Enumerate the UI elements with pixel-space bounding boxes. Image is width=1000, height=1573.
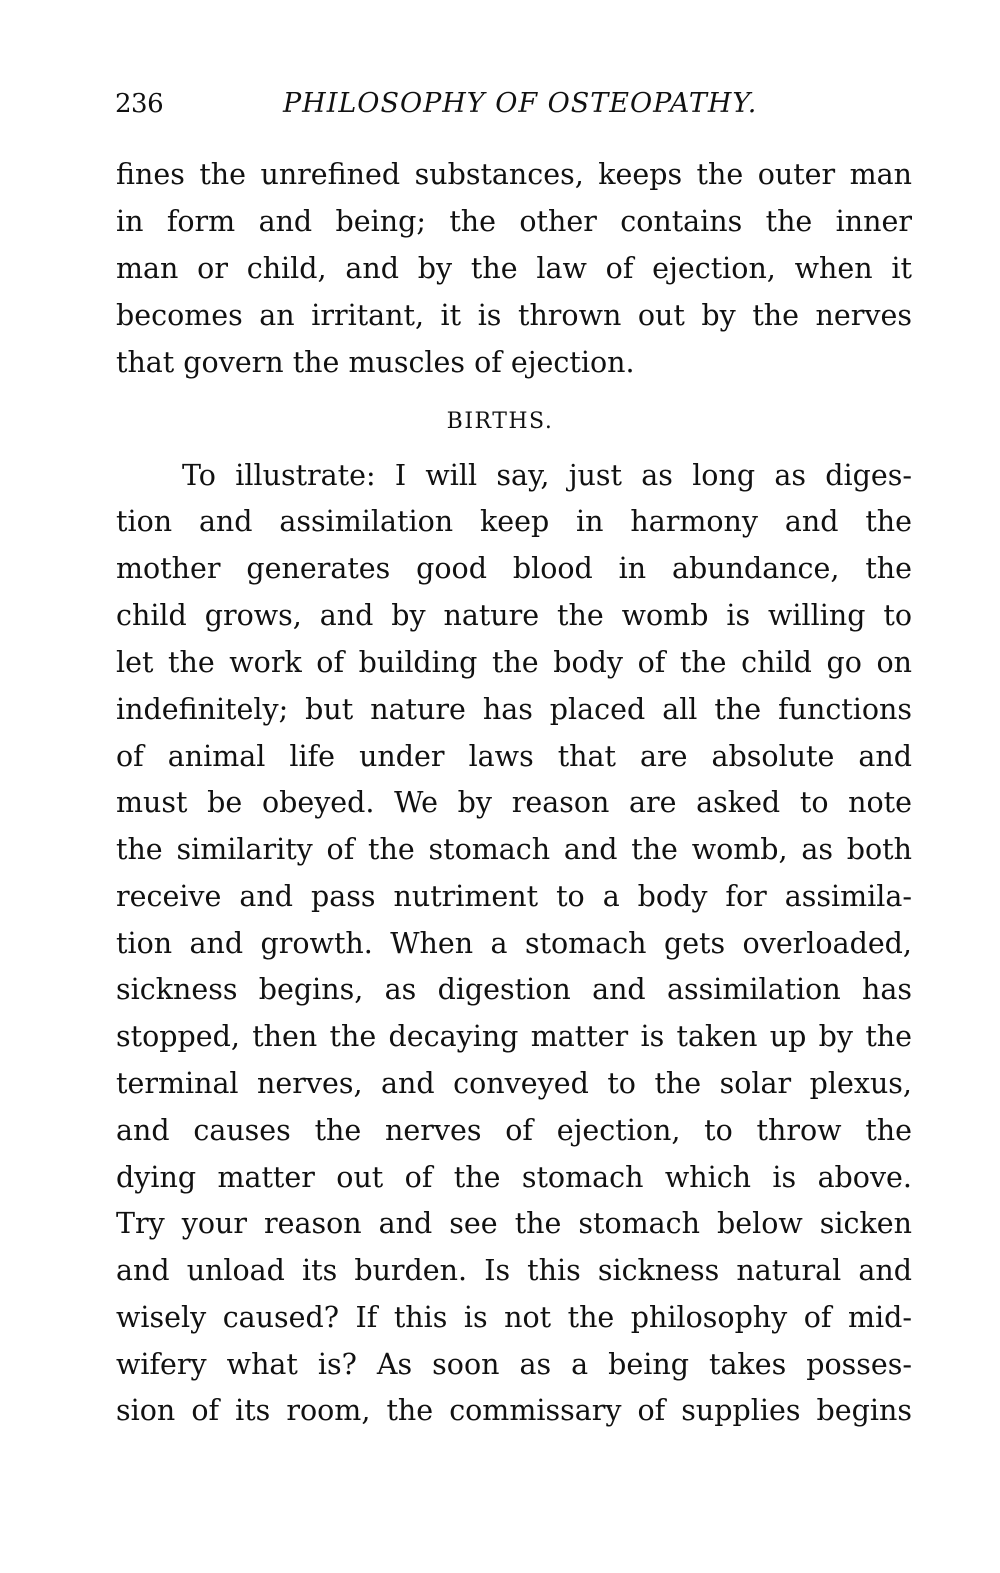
text-line: sickness begins, as digestion and assimilation has [116, 973, 912, 1006]
text-line: Try your reason and see the stomach below sicken [116, 1207, 912, 1240]
page-header [115, 84, 915, 124]
text-line: mother generates good blood in abundance, the [116, 552, 912, 585]
text-line: let the work of building the body of the child go on [116, 646, 912, 679]
text-line: wifery what is? As soon as a being takes posses- [116, 1348, 912, 1381]
text-line: of animal life under laws that are absolute and [116, 740, 912, 773]
text-line: fines the unrefined substances, keeps the outer man [116, 158, 912, 191]
text-line: and causes the nerves of ejection, to throw the [116, 1114, 912, 1147]
text-line: stopped, then the decaying matter is taken up by the [116, 1020, 912, 1053]
text-line: must be obeyed. We by reason are asked to note [116, 786, 912, 819]
running-title: PHILOSOPHY OF OSTEOPATHY. [283, 88, 758, 119]
text-line: receive and pass nutriment to a body for assimila- [116, 880, 912, 913]
text-line: man or child, and by the law of ejection, when it [116, 252, 912, 285]
text-line: wisely caused? If this is not the philosophy of mid- [116, 1301, 912, 1334]
text-line: that govern the muscles of ejection. [116, 346, 635, 379]
text-line: the similarity of the stomach and the womb, as both [116, 833, 912, 866]
text-line: tion and assimilation keep in harmony and the [116, 505, 912, 538]
text-line: child grows, and by nature the womb is willing to [116, 599, 912, 632]
text-line: To illustrate: I will say, just as long as diges- [182, 459, 912, 492]
text-line: terminal nerves, and conveyed to the solar plexus, [116, 1067, 912, 1100]
text-line: dying matter out of the stomach which is above. [116, 1161, 912, 1194]
text-line: and unload its burden. Is this sickness natural and [116, 1254, 912, 1287]
section-heading: BIRTHS. [446, 409, 554, 434]
page-number: 236 [115, 89, 164, 119]
text-line: in form and being; the other contains the inner [116, 205, 912, 238]
text-line: indefinitely; but nature has placed all the functions [116, 693, 912, 726]
text-line: becomes an irritant, it is thrown out by the nerves [116, 299, 912, 332]
text-line: tion and growth. When a stomach gets overloaded, [116, 927, 912, 960]
text-line: sion of its room, the commissary of supplies begins [116, 1394, 912, 1427]
